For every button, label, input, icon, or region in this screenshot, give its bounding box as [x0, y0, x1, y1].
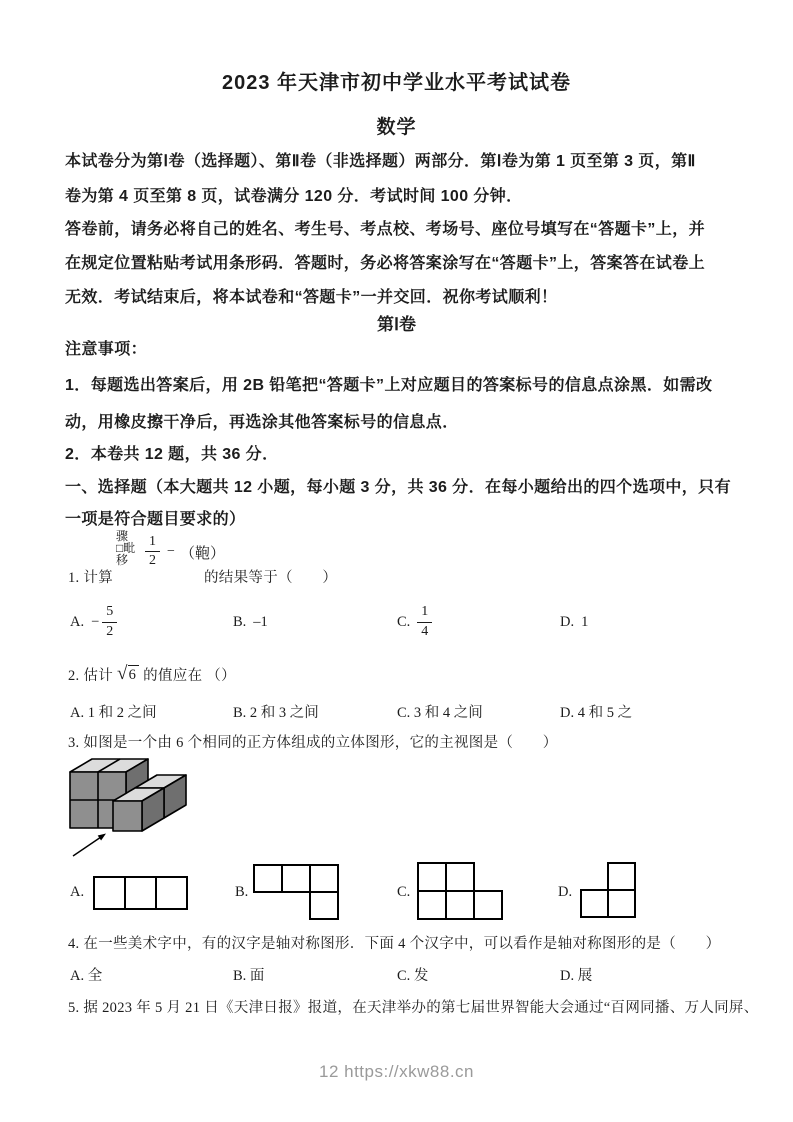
q1-option-d	[560, 599, 588, 645]
option-label: D.	[560, 613, 575, 630]
option-label: A.	[70, 613, 85, 630]
q1-options-row	[0, 599, 793, 645]
fraction-denominator: 4	[421, 623, 429, 639]
q1-option-c	[397, 599, 432, 645]
radical-icon: √	[116, 663, 128, 684]
q4-option-b: B. 面	[233, 968, 265, 984]
q1-suffix: 的结果等于（ ）	[204, 570, 338, 586]
q3-option-label-c: C.	[397, 884, 411, 900]
shape-cell	[417, 862, 447, 892]
intro-line: 无效．考试结束后，将本试卷和“答题卡”一并交回．祝你考试顺利！	[65, 289, 558, 306]
fraction-denominator: 2	[149, 553, 156, 569]
garbled-char: □毗	[116, 541, 136, 555]
shape-cell	[607, 889, 636, 918]
shape-cell	[281, 864, 311, 893]
q2-prefix: 2. 估计	[68, 668, 113, 684]
shape-cell	[607, 862, 636, 891]
intro-line: 在规定位置粘贴考试用条形码．答题时，务必将答案涂写在“答题卡”上，答案答在试卷上	[65, 255, 706, 272]
part1-heading-line: 一、选择题（本大题共 12 小题，每小题 3 分，共 36 分．在每小题给出的四个选项中，只有	[65, 479, 731, 496]
shape-cell	[124, 876, 157, 910]
shape-cell	[580, 889, 609, 918]
shape-cell	[309, 864, 339, 893]
q2-option-d: D. 4 和 5 之	[560, 705, 633, 721]
garbled-char: 移	[116, 553, 129, 567]
option-value: 1	[581, 613, 589, 630]
shape-cell	[473, 890, 503, 920]
q3-text: 3. 如图是一个由 6 个相同的正方体组成的立体图形，它的主视图是（ ）	[68, 735, 558, 751]
q1-prefix: 1. 计算	[68, 570, 113, 586]
intro-line: 卷为第 4 页至第 8 页，试卷满分 120 分．考试时间 100 分钟．	[65, 188, 523, 205]
intro-line: 答卷前，请务必将自己的姓名、考生号、考点校、考场号、座位号填写在“答题卡”上，并	[65, 221, 706, 238]
minus-sign: −	[91, 613, 100, 630]
q4-options-row	[0, 964, 793, 988]
subject-title: 数学	[376, 117, 417, 138]
option-label: B.	[233, 613, 247, 630]
q1-garbled-minus: −	[167, 544, 175, 559]
shape-cell	[93, 876, 126, 910]
sqrt-expression	[117, 665, 139, 684]
q3-option-label-b: B.	[235, 884, 249, 900]
option-label: C.	[397, 613, 411, 630]
q4-option-d: D. 展	[560, 968, 593, 984]
q2-suffix: 的值应在 （）	[143, 668, 236, 684]
note-line: 2．本卷共 12 题，共 36 分．	[65, 446, 279, 463]
fraction-numerator: 5	[102, 604, 117, 622]
shape-cell	[417, 890, 447, 920]
fraction-denominator: 2	[106, 623, 114, 639]
garbled-char: 骤	[116, 529, 129, 543]
q4-option-c: C. 发	[397, 968, 429, 984]
footer-link[interactable]: 12 https://xkw88.cn	[318, 1062, 475, 1081]
q1-garbled-stack	[116, 530, 135, 566]
section-heading: 第Ⅰ卷	[376, 315, 416, 334]
shape-cell	[155, 876, 188, 910]
q2-option-b: B. 2 和 3 之间	[233, 705, 319, 721]
fraction-numerator: 1	[417, 604, 432, 622]
cube-figure-3d	[60, 753, 192, 861]
option-value: –1	[253, 613, 268, 630]
q3-option-label-d: D.	[558, 884, 573, 900]
q2-option-a: A. 1 和 2 之间	[70, 705, 157, 721]
shape-cell	[445, 862, 475, 892]
q2-options-row	[0, 701, 793, 725]
q2-text	[68, 664, 236, 685]
note-line: 1．每题选出答案后，用 2B 铅笔把“答题卡”上对应题目的答案标号的信息点涂黑．如需改	[65, 377, 713, 394]
radicand: 6	[128, 665, 140, 684]
q1-garbled-fraction	[145, 534, 160, 569]
q1-option-a	[70, 599, 117, 645]
part1-heading-line: 一项是符合题目要求的）	[65, 511, 246, 528]
footer	[0, 1062, 793, 1082]
intro-line: 本试卷分为第Ⅰ卷（选择题）、第Ⅱ卷（非选择题）两部分．第Ⅰ卷为第 1 页至第 3 页，第Ⅱ	[65, 153, 696, 170]
q1-option-b	[233, 599, 268, 645]
notes-title: 注意事项：	[65, 341, 148, 358]
arrow-icon	[73, 834, 106, 857]
q4-text: 4. 在一些美术字中，有的汉字是轴对称图形．下面 4 个汉字中，可以看作是轴对称图形的是（ ）	[68, 936, 721, 952]
note-line: 动，用橡皮擦干净后，再选涂其他答案标号的信息点．	[65, 414, 459, 431]
q4-option-a: A. 全	[70, 968, 103, 984]
shape-cell	[253, 864, 283, 893]
q2-option-c: C. 3 和 4 之间	[397, 705, 483, 721]
option-fraction	[417, 604, 432, 639]
shape-cell	[309, 891, 339, 920]
q3-option-label-a: A.	[70, 884, 85, 900]
page-title: 2023 年天津市初中学业水平考试试卷	[221, 72, 572, 94]
shape-cell	[445, 890, 475, 920]
option-fraction	[102, 604, 117, 639]
q1-garbled-paren: （鞄）	[180, 546, 226, 562]
fraction-numerator: 1	[145, 534, 160, 552]
q5-text: 5. 据 2023 年 5 月 21 日《天津日报》报道，在天津举办的第七届世界智能大会通过“百网同播、万人同屏、	[68, 1000, 759, 1016]
